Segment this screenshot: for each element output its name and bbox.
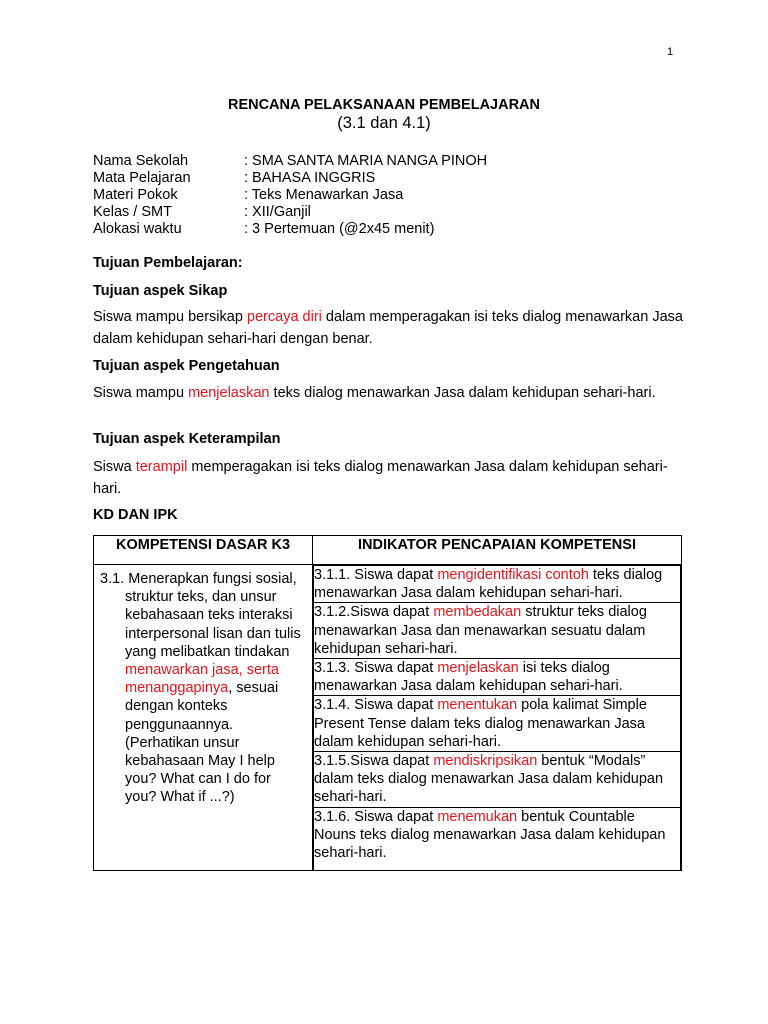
text-segment: 3.1.6. Siswa dapat [314,808,438,825]
header-indikator: INDIKATOR PENCAPAIAN KOMPETENSI [313,536,682,565]
info-label: Nama Sekolah [93,153,189,169]
text-segment: Siswa mampu bersikap [93,309,247,325]
indicator-list [313,565,681,870]
keterampilan-heading: Tujuan aspek Keterampilan [93,431,281,447]
indicator-item [314,752,681,808]
text-segment: teks dialog menawarkan Jasa dalam kehidupan sehari-hari. [314,567,663,602]
header-kompetensi-dasar: KOMPETENSI DASAR K3 [94,536,313,565]
text-segment: 3.1.4. Siswa dapat [314,697,438,714]
highlight-text: mengidentifikasi contoh [437,567,589,583]
text-segment: 3.1.2.Siswa dapat [314,604,434,621]
text-segment: 3.1.3. Siswa dapat [314,660,438,677]
text-segment: struktur teks dialog menawarkan Jasa dan menawarkan sesuatu dalam kehidupan sehari-hari. [314,604,647,657]
info-label: Alokasi waktu [93,221,182,237]
info-row-time [93,221,487,238]
highlight-text: membedakan [433,604,522,621]
info-value: : 3 Pertemuan (@2x45 menit) [244,221,435,237]
indicator-cell [313,565,682,871]
kd-ipk-table [93,535,682,871]
kd-heading: KD DAN IPK [93,507,178,523]
kd-text [94,565,312,807]
info-row-topic [93,187,487,204]
table-row [94,565,682,871]
info-label: Materi Pokok [93,187,178,203]
indicator-item [314,807,681,870]
info-row-subject [93,170,487,187]
info-block [93,153,487,238]
page-number: 1 [667,46,674,58]
pengetahuan-heading: Tujuan aspek Pengetahuan [93,358,280,374]
text-segment: Siswa mampu [93,385,189,401]
document-title: RENCANA PELAKSANAAN PEMBELAJARAN [227,97,541,113]
info-row-class [93,204,487,221]
text-segment: teks dialog menawarkan Jasa dalam kehidupan sehari-hari. [269,385,656,401]
highlight-text: percaya diri [246,309,322,325]
indicator-item [314,696,681,752]
table-row [314,752,681,808]
text-segment: isi teks dialog menawarkan Jasa dalam kehidupan sehari-hari. [314,660,623,695]
text-segment: pola kalimat Simple Present Tense dalam teks dialog menawarkan Jasa dalam kehidupan sehari-hari. [314,697,647,750]
info-value: : BAHASA INGGRIS [244,170,376,186]
info-row-school [93,153,487,170]
text-segment: bentuk Countable Nouns teks dialog menawarkan Jasa dalam kehidupan sehari-hari. [314,808,666,862]
indicator-item [314,659,681,696]
highlight-text: menentukan [437,697,518,714]
sikap-paragraph [93,307,683,350]
table-row [314,696,681,752]
table-row [314,807,681,870]
info-value: : XII/Ganjil [244,204,311,220]
highlight-text: menjelaskan [437,660,519,677]
table-row [314,603,681,659]
highlight-text: menemukan [437,808,518,825]
highlight-text: menawarkan jasa, serta menanggapinya [125,662,279,697]
kd-number: 3.1. [100,571,125,587]
text-segment: Menerapkan fungsi sosial, struktur teks, dan unsur kebahasaan teks interaksi interpersonal lisan dan tulis yang melibatkan tindakan [124,571,301,660]
info-value: : SMA SANTA MARIA NANGA PINOH [244,153,488,169]
info-label: Kelas / SMT [93,204,172,220]
highlight-text: mendiskripsikan [433,753,538,770]
text-segment: , sesuai dengan konteks penggunaannya. (Perhatikan unsur kebahasaan May I help you? What can I do for you? What if ...?) [125,680,279,806]
highlight-text: menjelaskan [188,385,270,401]
table-row [314,659,681,696]
text-segment: memperagakan isi teks dialog menawarkan Jasa dalam kehidupan sehari-hari. [93,459,668,497]
table-header-row [94,536,682,565]
sikap-heading: Tujuan aspek Sikap [93,283,228,299]
text-segment: 3.1.5.Siswa dapat [314,753,434,770]
document-subtitle: (3.1 dan 4.1) [337,114,431,132]
indicator-item [314,566,681,603]
tujuan-heading: Tujuan Pembelajaran: [93,255,243,271]
pengetahuan-paragraph [93,383,683,405]
keterampilan-paragraph [93,457,683,500]
text-segment: dalam memperagakan isi teks dialog menawarkan Jasa dalam kehidupan sehari-hari dengan benar. [93,309,683,347]
text-segment: bentuk “Modals” dalam teks dialog menawarkan Jasa dalam kehidupan sehari-hari. [314,753,664,806]
table-row [314,566,681,603]
highlight-text: terampil [135,459,188,475]
info-value: : Teks Menawarkan Jasa [244,187,404,203]
info-label: Mata Pelajaran [93,170,191,186]
text-segment: Siswa [93,459,136,475]
indicator-item [314,603,681,659]
text-segment: 3.1.1. Siswa dapat [314,567,438,583]
kd-cell [94,565,313,871]
